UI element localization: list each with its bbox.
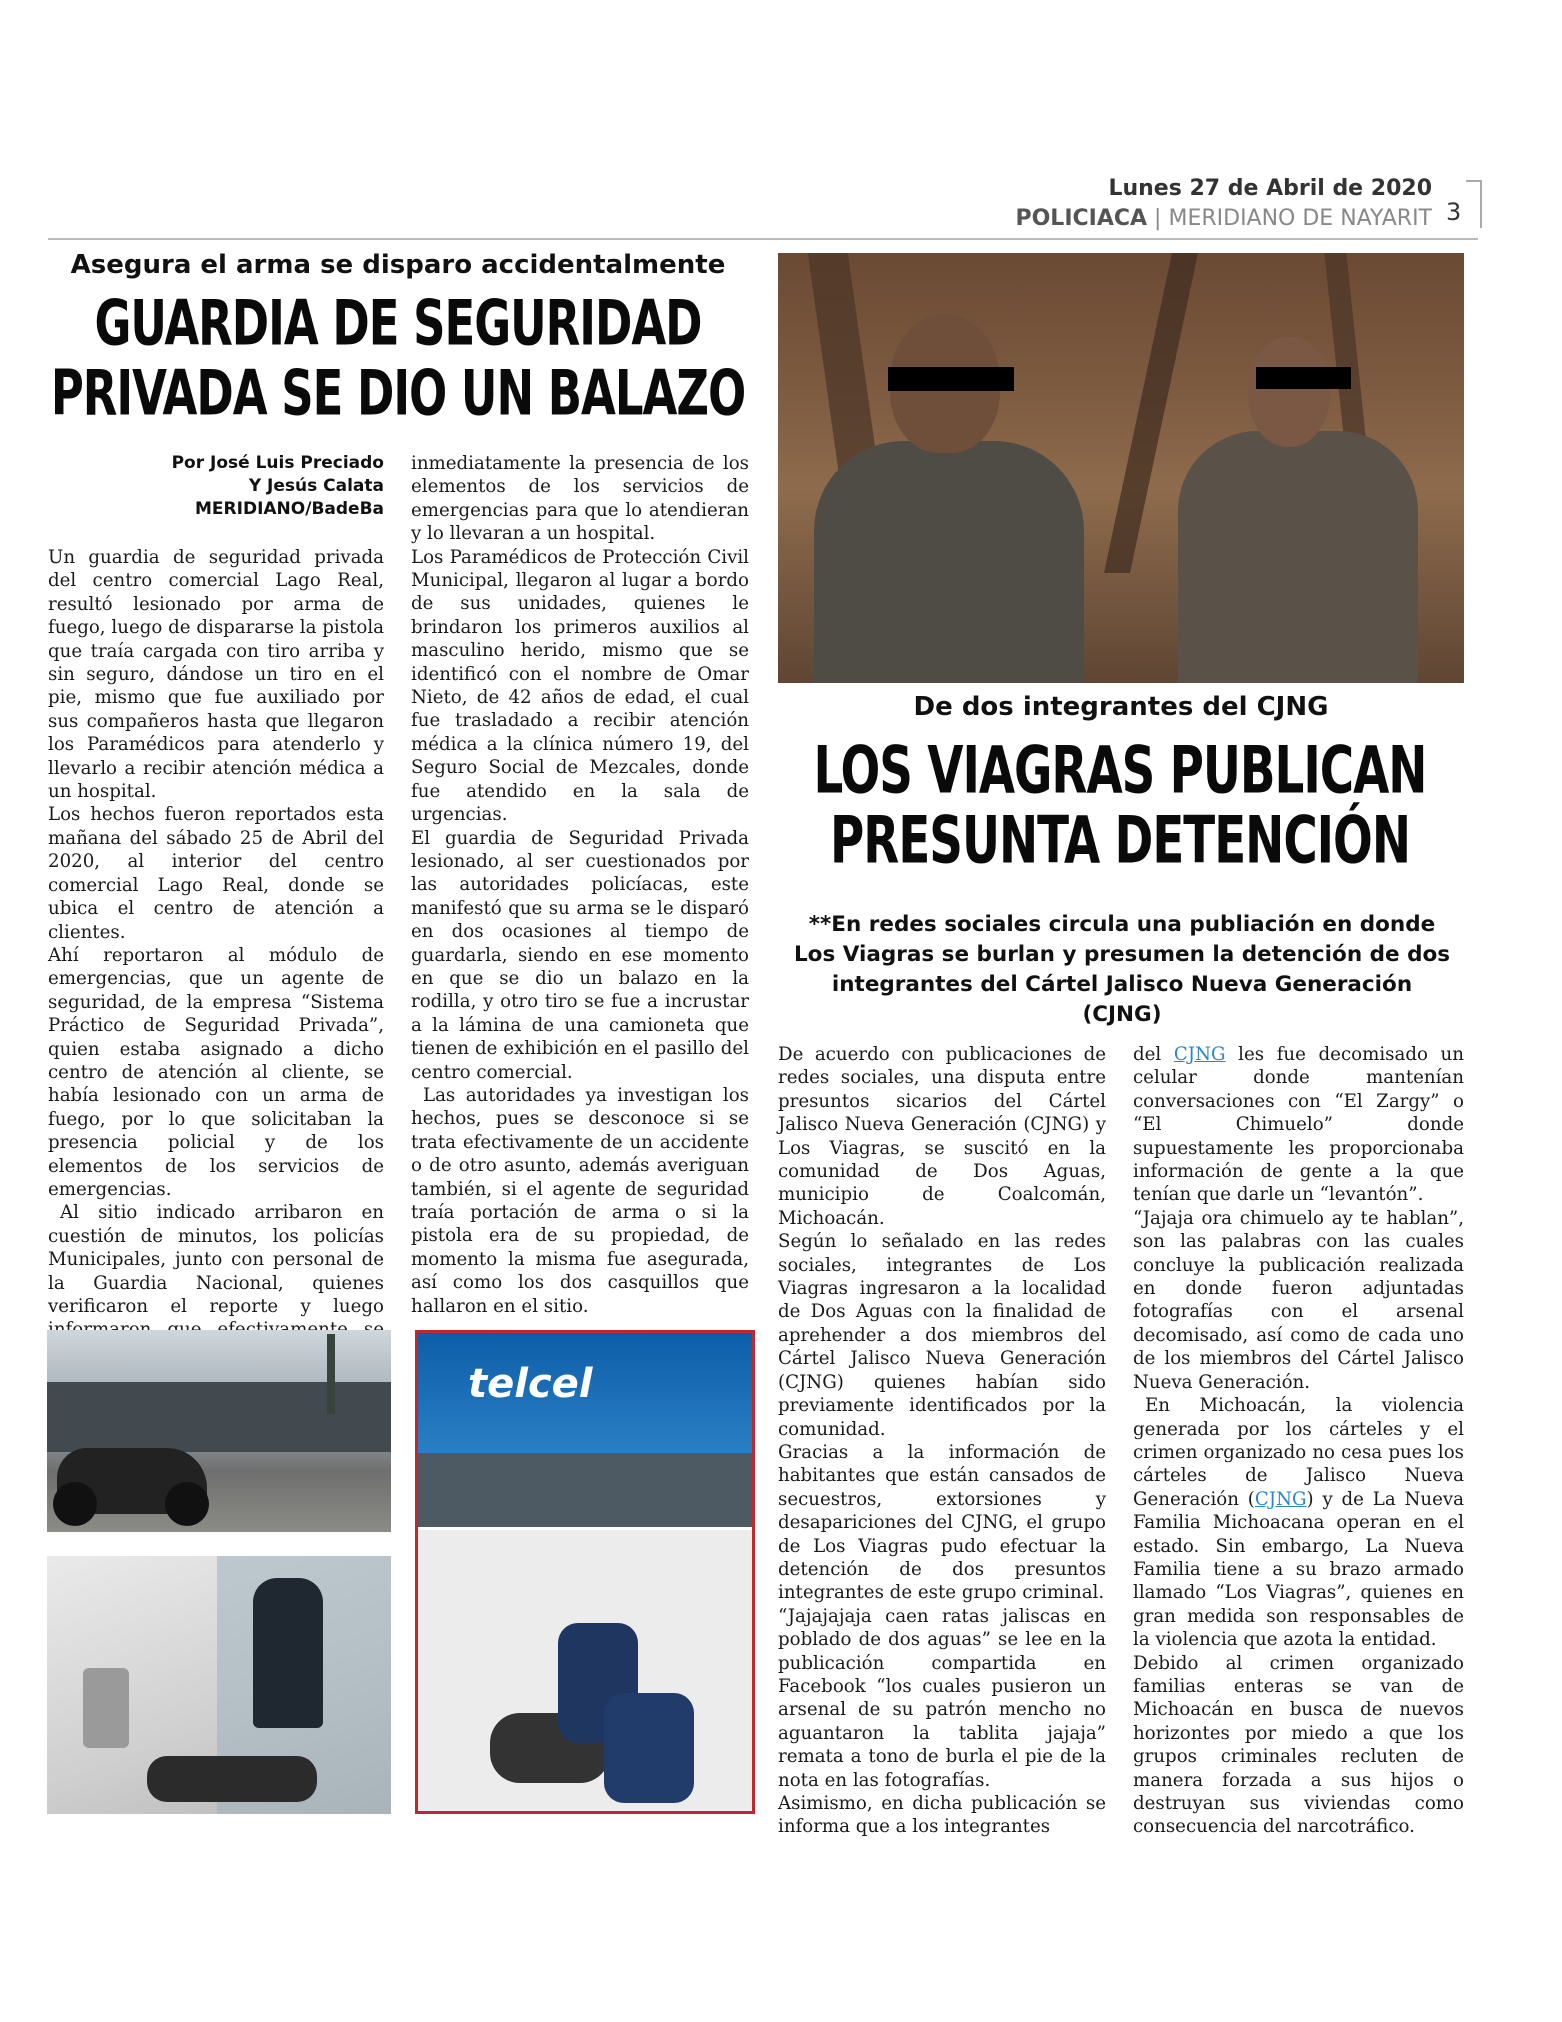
right-subdeck: **En redes sociales circula una publiación en donde Los Viagras se burlan y presumen la detención de dos integrantes del Cártel Jalisco Nueva Generación (CJNG) (793, 912, 1451, 1027)
right-column-2 (1133, 1043, 1464, 1839)
right-headline (760, 733, 1480, 879)
byline (48, 452, 384, 521)
paragraph: Al sitio indicado arribaron en cuestión de minutos, los policías Municipales, junto con personal de la Guardia Nacional, quienes verificaron el reporte y luego (48, 1202, 384, 1317)
storefront-shape (418, 1453, 752, 1527)
right-column-1 (778, 1043, 1106, 1839)
paragraph: Los hechos fueron reportados esta mañana del sábado 25 de Abril del 2020, al interior del centro comercial Lago Real, donde se ubica el centro de atención a clientes. (48, 804, 384, 943)
left-headline-line2: PRIVADA SE DIO UN BALAZO (50, 356, 746, 430)
left-column-2 (411, 452, 749, 1318)
injured-man-shape (147, 1756, 317, 1802)
paragraph: inmediatamente la presencia de los elementos de los servicios de emergencias para que lo atendieran y lo llevaran a un hospital. (411, 453, 749, 545)
paragraph: Un guardia de seguridad privada del centro comercial Lago Real, resultó lesionado por arma de fuego, luego de dispararse la pistola que traía cargada con tiro arriba y sin seguro, dándose un tiro en el pie, mismo que fue auxiliado por sus compañeros hasta que llegaron los Paramédicos para atenderlo y llevarlo a recibir atención médica a un hospital. (48, 547, 384, 803)
section-line (960, 206, 1432, 231)
text: En Michoacán, la violencia generada por los cárteles y el crimen organizado no cesa pues los cárteles de Jalisco Nueva Generación ( (1133, 1395, 1464, 1510)
paragraph: El guardia de Seguridad Privada lesionado, al ser cuestionados por las autoridades policíacas, este manifestó que su arma se le disparó en dos ocasiones al tiempo de guardarla, siendo en ese momento en que se dio un balazo en la rodilla, y otro tiro se fue a incrustar a la lámina de una camioneta que tienen de exhibición en el pasillo del centro comercial. (411, 827, 749, 1083)
officer-shape (253, 1578, 323, 1728)
paragraph (1133, 1043, 1464, 1207)
page-number-bracket (1466, 180, 1482, 228)
person-body-shape (1178, 431, 1418, 683)
right-headline-line2: PRESUNTA DETENCIÓN (830, 803, 1410, 879)
text: les fue decomisado un celular donde mantenían conversaciones con “El Zargy” o “El Chimuelo” donde supuestamente les proporcionaba información de gente a la que tenían que darle un “levantón”. (1133, 1044, 1464, 1206)
paragraph: Las autoridades ya investigan los hechos, pues se desconoce si se trata efectivamente de un accidente o de otro asunto, además averiguan también, si el agente de seguridad traía portación de arma o si la pistola era de su propiedad, de momento la misma fue asegurada, así como los dos casquillos que hallaron en el sitio. (411, 1084, 749, 1317)
paramedic-shape (604, 1693, 694, 1803)
building-shape (47, 1382, 391, 1452)
paragraph: Según lo señalado en las redes sociales, integrantes de Los Viagras ingresaron a la localidad de Dos Aguas con la finalidad de aprehender a dos miembros del Cártel Jalisco Nueva Generación (CJNG) quienes habían sido previamente identificados por la comunidad. (778, 1231, 1106, 1440)
paragraph: “Jajaja ora chimuelo ay te hablan”, son las palabras con las cuales concluye la publicación realizada en donde fueron adjuntadas fotografías con el arsenal decomisado, así como de cada uno de los miembros del Cártel Jalisco Nueva Generación. (1133, 1207, 1464, 1393)
cjng-link[interactable]: CJNG (1173, 1044, 1226, 1065)
photo-injured-guard (47, 1556, 391, 1814)
inset-divider (418, 1527, 752, 1530)
wheel-shape (165, 1482, 209, 1526)
header-rule (48, 238, 1478, 240)
store-sign-text: telcel (468, 1361, 593, 1407)
photo-telcel-paramedics (415, 1330, 755, 1814)
section-separator: | (1154, 206, 1162, 231)
person-head-shape (1248, 337, 1330, 447)
trash-bin-shape (83, 1668, 129, 1748)
section-name: POLICIACA (1015, 206, 1148, 231)
paragraph: Los Paramédicos de Protección Civil Municipal, llegaron al lugar a bordo de sus unidades, quienes le brindaron los primeros auxilios al masculino herido, mismo que se identificó con el nombre de Omar Nieto, de 42 años de edad, el cual fue trasladado a recibir atención médica a la clínica número 19, del Seguro Social de Mezcales, donde fue atendido en la sala de urgencias. (411, 546, 749, 826)
right-headline-line1: LOS VIAGRAS PUBLICAN (813, 733, 1427, 809)
page-number: 3 (1446, 198, 1462, 226)
left-column-1 (48, 546, 384, 1412)
censor-bar (1256, 367, 1351, 389)
photo-mall-exterior (47, 1330, 391, 1532)
left-headline (40, 288, 756, 428)
paragraph: Asimismo, en dicha publicación se informa que a los integrantes (778, 1793, 1106, 1838)
right-kicker: De dos integrantes del CJNG (913, 692, 1329, 722)
palm-shape (327, 1334, 335, 1414)
paragraph: Debido al crimen organizado familias enteras se van de Michoacán en busca de nuevos horizontes por miedo a que los grupos criminales recluten de manera forzada a sus hijos o destruyan sus viviendas como consecuencia del narcotráfico. (1133, 1652, 1464, 1838)
photo-detained-men (778, 253, 1464, 683)
paragraph: “Jajajajaja caen ratas jaliscas en poblado de dos aguas” se lee en la publicación compartida en Facebook “los cuales pusieron un arsenal de su patrón mencho no aguantaron la tablita jajaja” remata a tono de burla el pie de la nota en las fotografías. (778, 1605, 1106, 1791)
byline-agency: MERIDIANO/BadeBa (195, 499, 384, 519)
paragraph: De acuerdo con publicaciones de redes sociales, una disputa entre presuntos sicarios del Cártel Jalisco Nueva Generación (CJNG) y Los Viagras, se suscitó en la comunidad de Dos Aguas, municipio de Coalcomán, Michoacán. (778, 1044, 1106, 1229)
paper-name: MERIDIANO DE NAYARIT (1168, 206, 1432, 231)
byline-author-1: Por José Luis Preciado (171, 453, 384, 473)
paragraph: Gracias a la información de habitantes que están cansados de secuestros, extorsiones y desapariciones del CJNG, el grupo de Los Viagras pudo efectuar la detención de dos presuntos integrantes de este grupo criminal. (778, 1441, 1106, 1604)
paragraph (1133, 1394, 1464, 1651)
wheel-shape (53, 1482, 97, 1526)
issue-date: Lunes 27 de Abril de 2020 (1108, 176, 1432, 201)
byline-author-2: Y Jesús Calata (248, 476, 384, 496)
left-kicker: Asegura el arma se disparo accidentalmente (70, 250, 726, 280)
left-headline-line1: GUARDIA DE SEGURIDAD (94, 286, 702, 360)
cjng-link[interactable]: CJNG (1254, 1488, 1307, 1510)
person-body-shape (814, 441, 1084, 683)
text: del (1133, 1044, 1174, 1065)
text: ) y de La Nueva Familia Michoacana operan en el estado. Sin embargo, La Nueva Familia tiene a su brazo armado llamado “Los Viagras”, quienes en gran medida son responsables de la violencia que azota la entidad. (1133, 1488, 1464, 1651)
paragraph: Ahí reportaron al módulo de emergencias, que un agente de seguridad, de la empresa “Sistema Práctico de Seguridad Privada”, quien estaba asignado a dicho centro de atención al cliente, se había lesionado con un arma de fuego, por lo que solicitaban la presencia policial y de los elementos de los servicios de emergencias. (48, 944, 384, 1200)
censor-bar (888, 367, 1014, 391)
